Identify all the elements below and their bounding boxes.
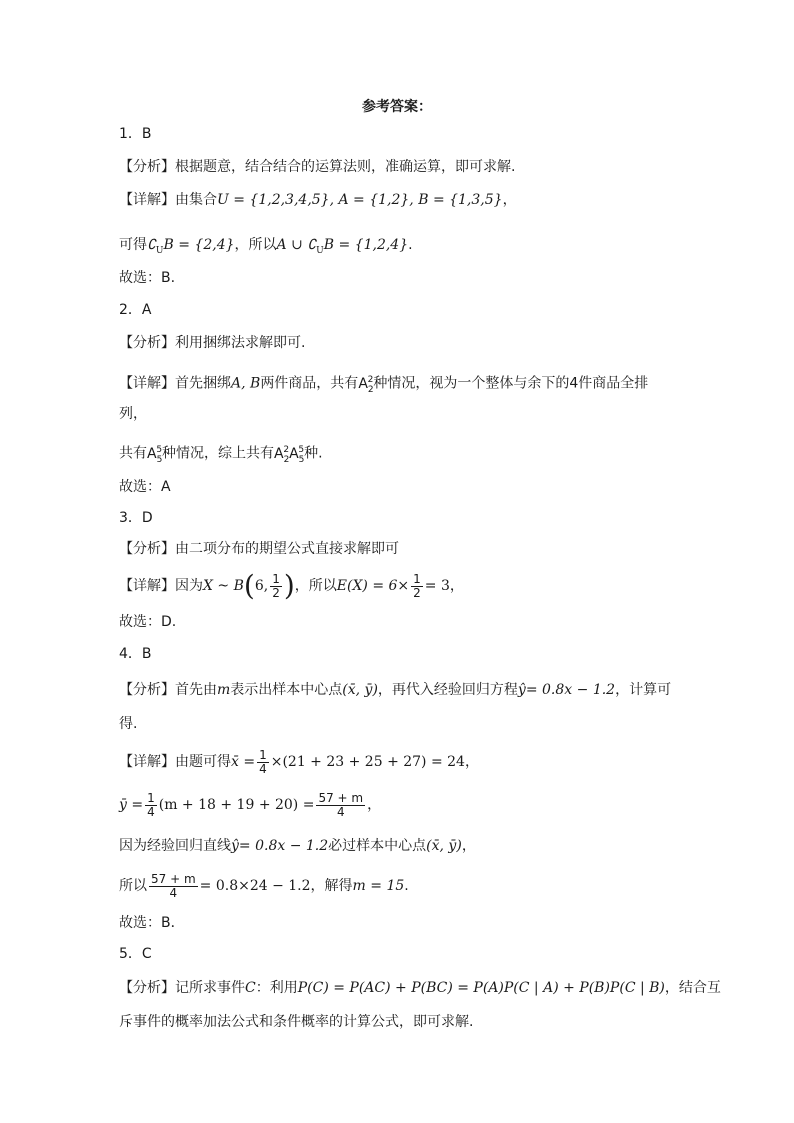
q4-analysis: 【分析】首先由m表示出样本中心点(x̄, ȳ)，再代入经验回归方程ŷ= 0.8x − 1.2，计算可	[119, 682, 672, 698]
q1-choice: 故选：B.	[119, 270, 176, 286]
q5-analysis-cont: 斥事件的概率加法公式和条件概率的计算公式，即可求解.	[119, 1014, 474, 1030]
set-definition: U = {1,2,3,4,5}, A = {1,2}, B = {1,3,5}	[217, 192, 503, 208]
fraction-half: $\frac{1}{2}$	[272, 571, 280, 600]
q2-detail-2: 共有$A_5^5$种情况，综上共有$A_2^2A_5^5$种.	[119, 445, 323, 465]
q4-line: 因为经验回归直线ŷ= 0.8x − 1.2必过样本中心点(x̄, ȳ)，	[119, 838, 476, 854]
q2-head: 2．A	[119, 302, 152, 318]
permutation-a55: $A_5^5$	[147, 445, 163, 465]
page-title: 参考答案：	[362, 99, 432, 115]
complement-expr: $∁_UB = \{2,4\}$	[147, 237, 235, 256]
q4-result: 所以 $\frac{57 + m}{4}$ = 0.8×24 − 1.2 ，解得 m = 15 .	[119, 871, 409, 900]
q3-choice: 故选：D.	[119, 614, 177, 630]
q4-choice: 故选：B．	[119, 915, 185, 931]
q2-analysis: 【分析】利用捆绑法求解即可.	[119, 335, 306, 351]
q2-choice: 故选：A	[119, 479, 171, 495]
q1-analysis: 【分析】根据题意，结合结合的运算法则，准确运算，即可求解.	[119, 159, 516, 175]
q1-head: 1．B	[119, 126, 152, 142]
q3-detail: 【详解】 因为 X ~ B ( 6, $\frac{1}{2}$ ) ，所以 E(X) = 6× $\frac{1}{2}$ = 3 ，	[119, 569, 464, 602]
q1-detail: 【详解】由集合U = {1,2,3,4,5}, A = {1,2}, B = {1,3,5}，	[119, 192, 517, 208]
q2-detail-cont: 列，	[119, 406, 147, 422]
q4-analysis-cont: 得.	[119, 716, 138, 732]
q4-detail: 【详解】 由题可得 x̄ = $\frac{1}{4}$ ×(21 + 23 + 25 + 27) = 24 ，	[119, 747, 479, 776]
permutation-a22: $A_2^2$	[358, 375, 374, 395]
q3-analysis: 【分析】由二项分布的期望公式直接求解即可	[119, 541, 399, 557]
q3-head: 3．D	[119, 510, 153, 526]
q5-analysis: 【分析】记所求事件C：利用P(C) = P(AC) + P(BC) = P(A)P(C | A) + P(B)P(C | B)，结合互	[119, 980, 721, 996]
q1-detail-2: 可得$∁_UB = \{2,4\}$，所以A ∪ $∁_UB = \{1,2,4\}$.	[119, 237, 413, 256]
q2-detail: 【详解】首先捆绑A, B两件商品，共有$A_2^2$种情况，视为一个整体与余下的4件商品全排	[119, 375, 649, 395]
q5-head: 5．C	[119, 946, 152, 962]
q4-ybar: ȳ = $\frac{1}{4}$ (m + 18 + 19 + 20) = $\frac{57 + m}{4}$ ，	[119, 790, 382, 819]
union-expr: A ∪ $∁_UB = \{1,2,4\}$	[276, 237, 409, 256]
q4-head: 4．B	[119, 646, 152, 662]
permutation-product: $A_2^2A_5^5$	[274, 445, 305, 465]
detail-label: 【详解】	[119, 192, 175, 208]
